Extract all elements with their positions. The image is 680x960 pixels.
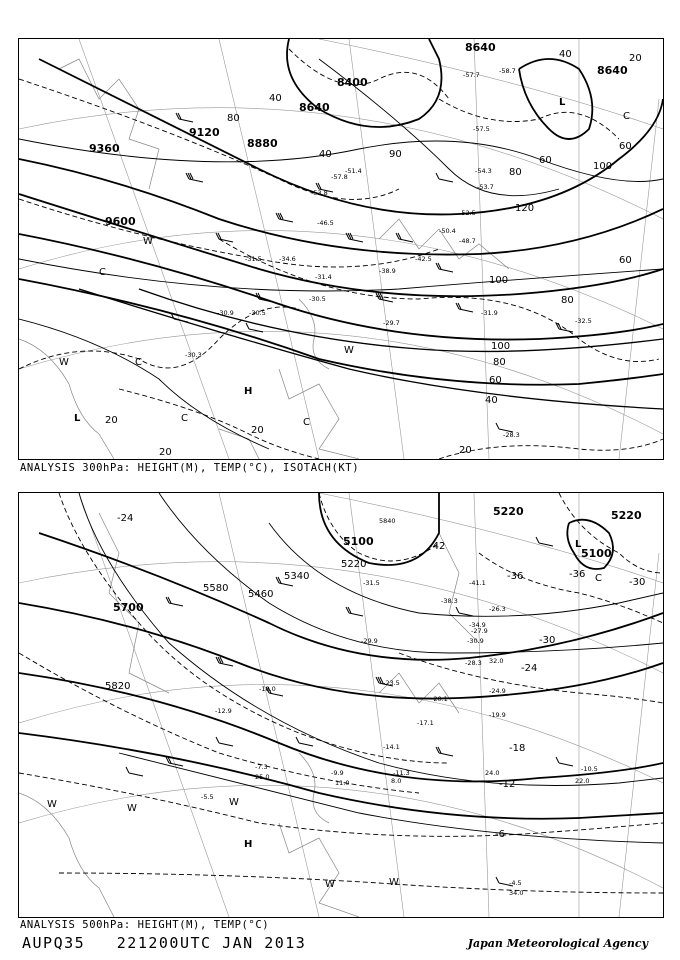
isotach-label: 40: [485, 395, 498, 406]
station-value: -38.3: [441, 597, 458, 605]
analysis-500hpa-map: [18, 492, 664, 918]
low-center-label: L: [575, 539, 582, 550]
station-value: 32.0: [489, 657, 504, 665]
cold-center-label: C: [135, 357, 142, 368]
isotach-label: 100: [593, 161, 613, 172]
station-value: -10.5: [581, 765, 598, 773]
height-label: 8640: [465, 41, 496, 54]
station-temp: -31.4: [315, 273, 332, 281]
height-label: 5460: [248, 589, 274, 600]
station-value: -23.5: [383, 679, 400, 687]
height-label: 5820: [105, 681, 131, 692]
station-temp: -29.7: [383, 319, 400, 327]
map-300-svg: [19, 39, 663, 459]
station-value: -11.3: [393, 769, 410, 777]
station-temp: -51.4: [345, 167, 362, 175]
cold-center-label: C: [623, 111, 630, 122]
isotach-label: 20: [159, 447, 172, 458]
graticule-500: [19, 493, 663, 917]
warm-center-label: W: [143, 236, 153, 247]
isotach-label: 80: [561, 295, 574, 306]
isotach-label: 60: [619, 255, 632, 266]
station-value: -29.9: [361, 637, 378, 645]
height-label: 5220: [341, 559, 367, 570]
isotachs-300: [19, 59, 663, 449]
isotach-label: 20: [459, 445, 472, 456]
station-value: -26.3: [489, 605, 506, 613]
graticule-300: [19, 39, 663, 459]
station-value: -7.3: [255, 763, 268, 771]
isotach-label: 60: [489, 375, 502, 386]
station-temp: -57.5: [473, 125, 490, 133]
warm-center-label: W: [389, 877, 399, 888]
high-center-label: H: [244, 386, 253, 397]
coastlines-300: [19, 59, 509, 459]
temp-line-label: -36: [507, 571, 524, 582]
low-center-label: L: [74, 413, 81, 424]
cold-center-label: C: [99, 267, 106, 278]
isotach-label: 60: [619, 141, 632, 152]
warm-center-label: W: [325, 879, 335, 890]
cold-center-label: C: [303, 417, 310, 428]
height-label: 8880: [247, 137, 278, 150]
isotach-label: 40: [269, 93, 282, 104]
isotherms-300: [19, 49, 663, 459]
station-value: 11.0: [335, 779, 350, 787]
station-value: 8.0: [391, 777, 402, 785]
station-temp: -34.6: [279, 255, 296, 263]
height-label: 9360: [89, 142, 120, 155]
temp-line-label: -42: [429, 541, 446, 552]
high-center-label: H: [244, 839, 253, 850]
station-value: 34.0: [509, 889, 524, 897]
station-value: -20.1: [431, 695, 448, 703]
station-temp: -58.7: [499, 67, 516, 75]
station-value: -5.5: [201, 793, 214, 801]
height-label: 5840: [379, 517, 396, 525]
warm-center-label: W: [344, 345, 354, 356]
station-temp: -57.7: [463, 71, 480, 79]
map-500-svg: [19, 493, 663, 917]
height-label: 5700: [113, 601, 144, 614]
warm-center-label: W: [47, 799, 57, 810]
analysis-300hpa-map: [18, 38, 664, 460]
station-temp: -46.5: [317, 219, 334, 227]
isotach-label: 80: [509, 167, 522, 178]
station-temp: -30.3: [185, 351, 202, 359]
station-value: -14.1: [383, 743, 400, 751]
height-label: 8400: [337, 76, 368, 89]
isotach-label: 120: [515, 203, 535, 214]
station-temp: -52.5: [459, 209, 476, 217]
station-temp: -57.8: [331, 173, 348, 181]
station-value: 25.0: [255, 773, 270, 781]
station-temp: -42.5: [415, 255, 432, 263]
coastlines-500: [19, 513, 479, 917]
station-value: -4.5: [509, 879, 522, 887]
isotach-label: 20: [105, 415, 118, 426]
cold-center-label: C: [181, 413, 188, 424]
station-temp: -32.5: [575, 317, 592, 325]
isotach-label: 20: [629, 53, 642, 64]
temp-line-label: -6: [495, 829, 505, 840]
height-label: 5580: [203, 583, 229, 594]
isotach-label: 40: [559, 49, 572, 60]
station-temp: -53.7: [477, 183, 494, 191]
temp-line-label: -24: [521, 663, 538, 674]
warm-center-label: W: [127, 803, 137, 814]
isotach-label: 80: [493, 357, 506, 368]
height-label: 8640: [299, 101, 330, 114]
station-temp: -50.4: [439, 227, 456, 235]
station-temp: -28.3: [503, 431, 520, 439]
isotach-label: 40: [319, 149, 332, 160]
height-label: 9600: [105, 215, 136, 228]
height-label: 5100: [581, 547, 612, 560]
valid-time: 221200UTC JAN 2013: [116, 934, 307, 952]
chart-id: [22, 934, 306, 952]
station-value: 24.0: [485, 769, 500, 777]
isotach-thick-300: [79, 289, 663, 409]
station-temp: -31.5: [245, 255, 262, 263]
cold-center-label: C: [595, 573, 602, 584]
warm-center-label: W: [59, 357, 69, 368]
height-label: 9120: [189, 126, 220, 139]
temp-line-label: -24: [117, 513, 134, 524]
station-value: -18.0: [259, 685, 276, 693]
station-value: 22.0: [575, 777, 590, 785]
height-label: 5220: [611, 509, 642, 522]
temp-line-label: -30: [629, 577, 646, 588]
station-value: -34.9: [469, 621, 486, 629]
isotach-label: 100: [491, 341, 511, 352]
isotach-label: 90: [389, 149, 402, 160]
height-label: 5340: [284, 571, 310, 582]
temp-line-label: -12: [499, 779, 516, 790]
height-label: 5220: [493, 505, 524, 518]
station-value: -12.9: [215, 707, 232, 715]
caption-500hpa: ANALYSIS 500hPa: HEIGHT(M), TEMP(°C): [20, 919, 270, 931]
station-value: -41.1: [469, 579, 486, 587]
isotach-label: 100: [489, 275, 509, 286]
station-value: -27.9: [471, 627, 488, 635]
warm-center-label: W: [229, 797, 239, 808]
station-temp: -30.5: [309, 295, 326, 303]
isotherms-500: [19, 493, 663, 893]
height-label: 8640: [597, 64, 628, 77]
station-temp: -30.9: [217, 309, 234, 317]
temp-line-label: -36: [569, 569, 586, 580]
chart-code: AUPQ35: [22, 934, 86, 952]
height-label: 5100: [343, 535, 374, 548]
station-value: -9.9: [331, 769, 344, 777]
temp-line-label: -18: [509, 743, 526, 754]
station-value: -28.3: [465, 659, 482, 667]
agency-credit: Japan Meteorological Agency: [467, 937, 648, 950]
station-temp: -38.9: [379, 267, 396, 275]
isotach-label: 80: [227, 113, 240, 124]
station-value: -31.5: [363, 579, 380, 587]
station-temp: -53.8: [311, 189, 328, 197]
station-value: -17.1: [417, 719, 434, 727]
station-temp: -48.7: [459, 237, 476, 245]
isotach-label: 60: [539, 155, 552, 166]
temp-line-label: -30: [539, 635, 556, 646]
station-temp: -54.3: [475, 167, 492, 175]
isotach-label: 20: [251, 425, 264, 436]
station-temp: -30.5: [249, 309, 266, 317]
station-value: -19.9: [489, 711, 506, 719]
station-temp: -31.9: [481, 309, 498, 317]
height-contours-300: [19, 39, 663, 385]
station-value: -30.9: [467, 637, 484, 645]
station-value: -24.9: [489, 687, 506, 695]
caption-300hpa: ANALYSIS 300hPa: HEIGHT(M), TEMP(°C), ISOTACH(KT): [20, 462, 360, 474]
low-center-label: L: [559, 97, 566, 108]
